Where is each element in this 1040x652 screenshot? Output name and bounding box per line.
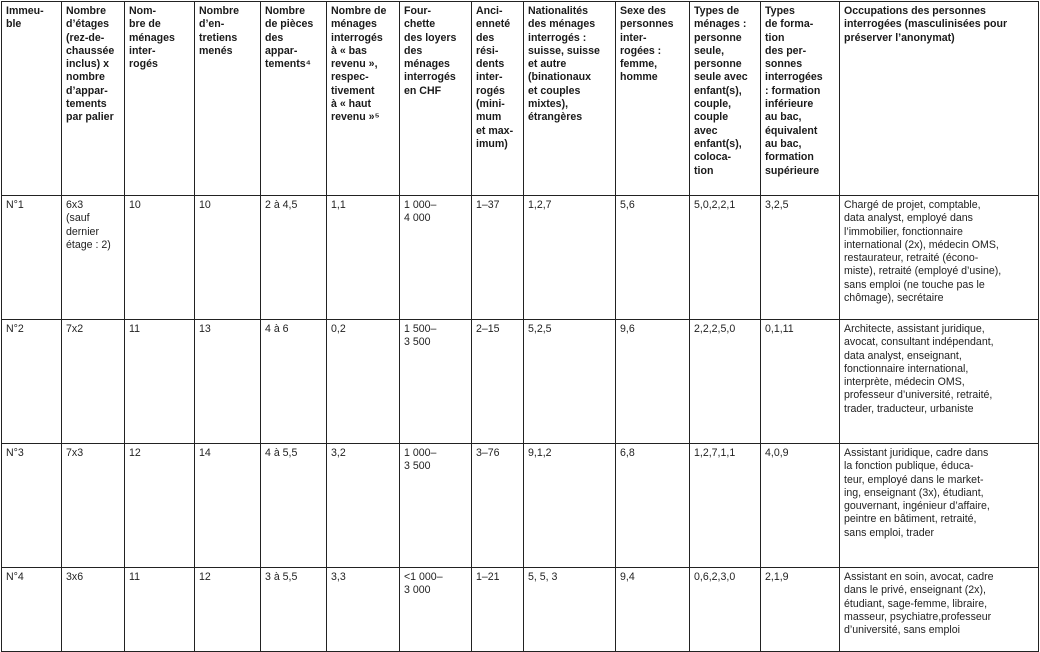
cell-household-types: 1,2,7,1,1 [690, 444, 761, 568]
cell-rent: 1 000– 4 000 [400, 196, 472, 320]
cell-rooms: 4 à 5,5 [261, 444, 327, 568]
cell-floors: 3x6 [62, 568, 125, 652]
cell-households: 11 [125, 568, 195, 652]
cell-income: 3,3 [327, 568, 400, 652]
cell-rooms: 3 à 5,5 [261, 568, 327, 652]
cell-occupations: Architecte, assistant juridique, avocat, consultant indépendant, data analyst, enseignant, fonctionnaire international, interprète, médecin OMS, professeur d’université, retraité, trader, traducteur, urbaniste [840, 320, 1039, 444]
cell-sex: 6,8 [616, 444, 690, 568]
cell-floors: 6x3 (sauf dernier étage : 2) [62, 196, 125, 320]
buildings-table [1, 1, 1039, 652]
cell-education: 2,1,9 [761, 568, 840, 652]
header-households: Nom- bre de ménages inter- rogés [125, 2, 195, 196]
cell-household-types: 5,0,2,2,1 [690, 196, 761, 320]
cell-seniority: 1–37 [472, 196, 524, 320]
cell-sex: 9,4 [616, 568, 690, 652]
cell-rent: 1 000– 3 500 [400, 444, 472, 568]
cell-sex: 5,6 [616, 196, 690, 320]
table-row [2, 196, 1039, 320]
header-interviews: Nombre d’en- tretiens menés [195, 2, 261, 196]
cell-income: 1,1 [327, 196, 400, 320]
cell-floors: 7x2 [62, 320, 125, 444]
cell-households: 10 [125, 196, 195, 320]
cell-building: N°2 [2, 320, 62, 444]
cell-income: 3,2 [327, 444, 400, 568]
cell-rooms: 4 à 6 [261, 320, 327, 444]
header-sex: Sexe des personnes inter- rogées : femme, homme [616, 2, 690, 196]
cell-seniority: 3–76 [472, 444, 524, 568]
cell-seniority: 2–15 [472, 320, 524, 444]
cell-education: 0,1,11 [761, 320, 840, 444]
cell-occupations: Chargé de projet, comptable, data analyst, employé dans l’immobilier, fonctionnaire international (2x), médecin OMS, restaurateur, retraité (écono- miste), retraité (employé d’usine), sans emploi (ne touche pas le chômage), secrétaire [840, 196, 1039, 320]
cell-households: 12 [125, 444, 195, 568]
cell-interviews: 14 [195, 444, 261, 568]
cell-income: 0,2 [327, 320, 400, 444]
cell-occupations: Assistant juridique, cadre dans la fonction publique, éduca- teur, employé dans le market- ing, enseignant (3x), étudiant, gouvernant, ingénieur d’affaire, peintre en bâtiment, retraité, sans emploi, trader [840, 444, 1039, 568]
table-row [2, 320, 1039, 444]
cell-seniority: 1–21 [472, 568, 524, 652]
cell-interviews: 10 [195, 196, 261, 320]
cell-education: 4,0,9 [761, 444, 840, 568]
cell-building: N°3 [2, 444, 62, 568]
header-rooms: Nombre de pièces des appar- tements⁴ [261, 2, 327, 196]
header-building: Immeu- ble [2, 2, 62, 196]
cell-interviews: 13 [195, 320, 261, 444]
header-occupations: Occupations des personnes interrogées (masculinisées pour préserver l’anonymat) [840, 2, 1039, 196]
header-education: Types de forma- tion des per- sonnes interrogées : formation inférieure au bac, équivalent au bac, formation supérieure [761, 2, 840, 196]
cell-household-types: 2,2,2,5,0 [690, 320, 761, 444]
cell-rent: <1 000– 3 000 [400, 568, 472, 652]
header-row [2, 2, 1039, 196]
header-household-types: Types de ménages : personne seule, personne seule avec enfant(s), couple, couple avec enfant(s), coloca- tion [690, 2, 761, 196]
cell-education: 3,2,5 [761, 196, 840, 320]
cell-building: N°4 [2, 568, 62, 652]
cell-household-types: 0,6,2,3,0 [690, 568, 761, 652]
header-seniority: Anci- enneté des rési- dents inter- rogés (mini- mum et max- imum) [472, 2, 524, 196]
cell-sex: 9,6 [616, 320, 690, 444]
table-row [2, 568, 1039, 652]
header-rent: Four- chette des loyers des ménages interrogés en CHF [400, 2, 472, 196]
header-nationality: Nationalités des ménages interrogés : suisse, suisse et autre (binationaux et couples mixtes), étrangères [524, 2, 616, 196]
cell-occupations: Assistant en soin, avocat, cadre dans le privé, enseignant (2x), étudiant, sage-femme, libraire, masseur, psychiatre,professeur d’université, sans emploi [840, 568, 1039, 652]
cell-nationality: 9,1,2 [524, 444, 616, 568]
header-income: Nombre de ménages interrogés à « bas revenu », respec- tivement à « haut revenu »⁵ [327, 2, 400, 196]
cell-building: N°1 [2, 196, 62, 320]
table-row [2, 444, 1039, 568]
cell-rooms: 2 à 4,5 [261, 196, 327, 320]
cell-nationality: 5, 5, 3 [524, 568, 616, 652]
cell-floors: 7x3 [62, 444, 125, 568]
cell-rent: 1 500– 3 500 [400, 320, 472, 444]
cell-nationality: 1,2,7 [524, 196, 616, 320]
header-floors: Nombre d’étages (rez-de- chaussée inclus) x nombre d’appar- tements par palier [62, 2, 125, 196]
cell-households: 11 [125, 320, 195, 444]
cell-nationality: 5,2,5 [524, 320, 616, 444]
cell-interviews: 12 [195, 568, 261, 652]
